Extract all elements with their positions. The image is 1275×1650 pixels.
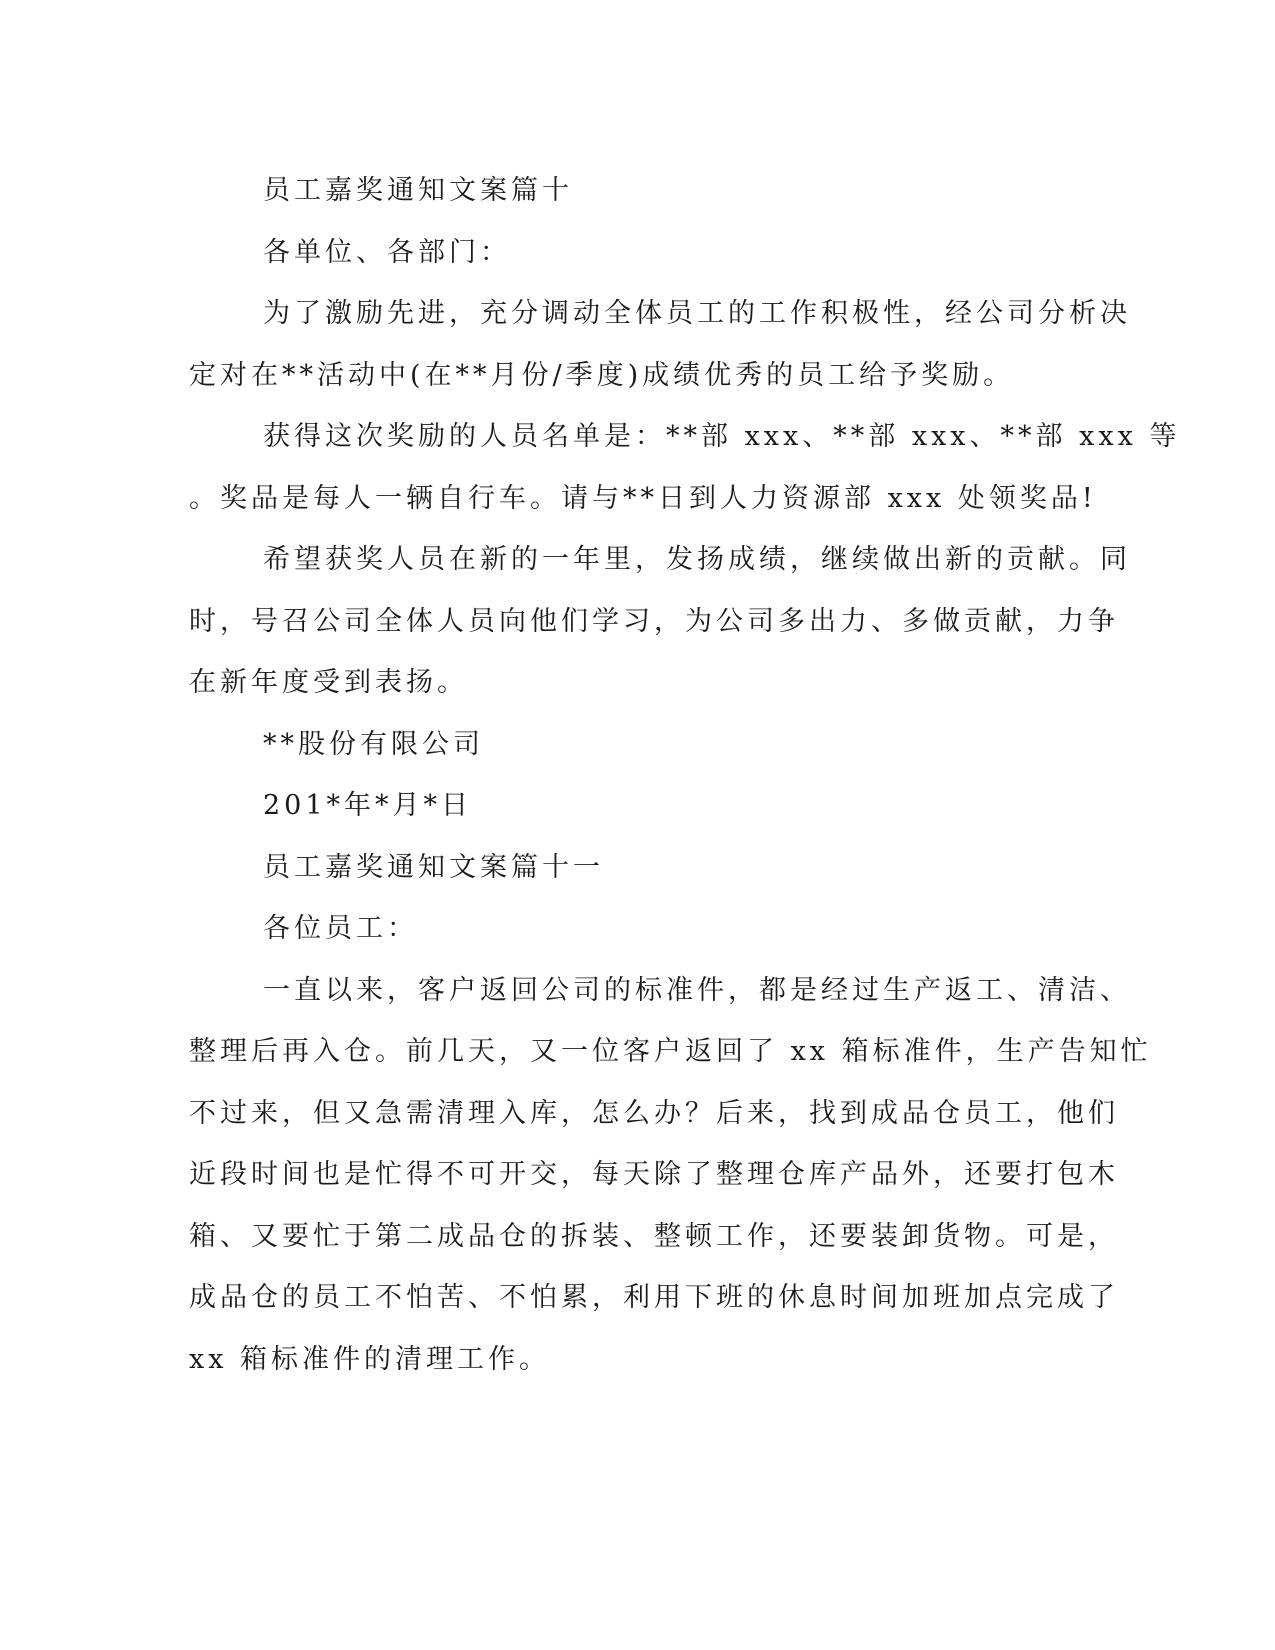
body-line: 一直以来，客户返回公司的标准件，都是经过生产返工、清洁、 (263, 974, 1131, 1006)
body-line: 整理后再入仓。前几天，又一位客户返回了 xx 箱标准件，生产告知忙 (189, 1036, 1152, 1067)
signature-date: 201*年*月*日 (263, 790, 473, 821)
body-line: 获得这次奖励的人员名单是：**部 xxx、**部 xxx、**部 xxx 等 (263, 421, 1181, 452)
body-line: 。奖品是每人一辆自行车。请与**日到人力资源部 xxx 处领奖品! (189, 482, 1097, 514)
body-line: 不过来，但又急需清理入库，怎么办？后来，找到成品仓员工，他们 (189, 1097, 1119, 1129)
body-line: 成品仓的员工不怕苦、不怕累，利用下班的休息时间加班加点完成了 (189, 1282, 1119, 1313)
section-title-10: 员工嘉奖通知文案篇十 (263, 175, 573, 206)
salutation: 各位员工： (263, 913, 418, 944)
body-line: 时，号召公司全体人员向他们学习，为公司多出力、多做贡献，力争 (189, 605, 1119, 637)
section-title-11: 员工嘉奖通知文案篇十一 (263, 851, 604, 883)
body-line: 箱、又要忙于第二成品仓的拆装、整顿工作，还要装卸货物。可是， (189, 1220, 1119, 1252)
body-line: 在新年度受到表扬。 (189, 667, 468, 698)
body-line: 希望获奖人员在新的一年里，发扬成绩，继续做出新的贡献。同 (263, 544, 1131, 575)
body-line: 近段时间也是忙得不可开交，每天除了整理仓库产品外，还要打包木 (189, 1159, 1119, 1190)
body-line: 定对在**活动中(在**月份/季度)成绩优秀的员工给予奖励。 (189, 359, 1015, 391)
body-line: 为了激励先进，充分调动全体员工的工作积极性，经公司分析决 (263, 298, 1131, 329)
document-body (189, 160, 1181, 1390)
salutation: 各单位、各部门： (263, 236, 511, 268)
signature-company: **股份有限公司 (263, 728, 484, 760)
body-line: xx 箱标准件的清理工作。 (189, 1343, 551, 1375)
